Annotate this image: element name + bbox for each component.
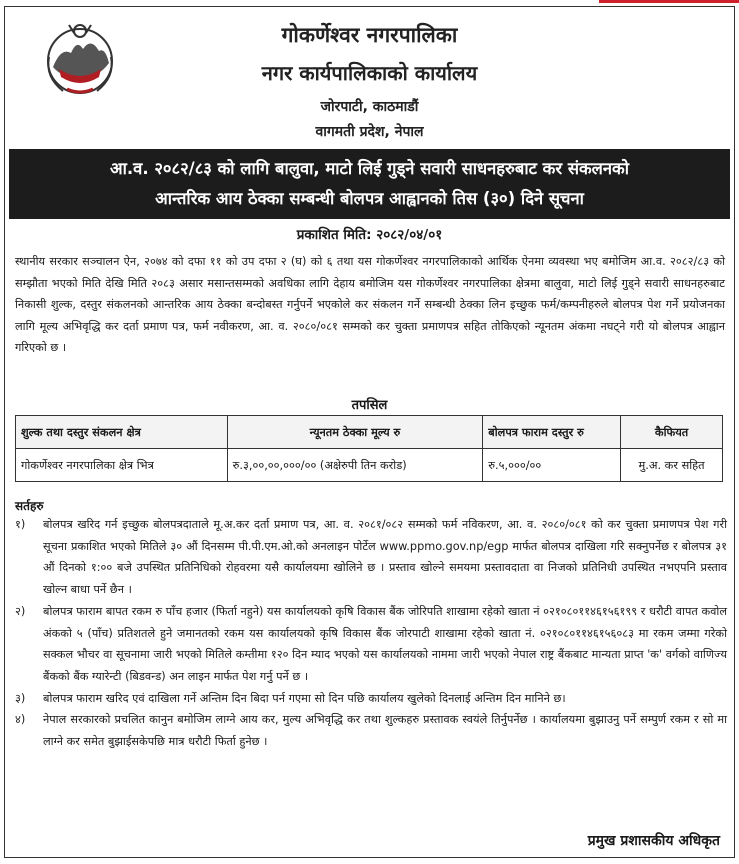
- column-header-form-fee: बोलपत्र फाराम दस्तुर रु: [483, 416, 621, 449]
- cell-collection-area: गोकर्णेश्वर नगरपालिका क्षेत्र भित्र: [16, 449, 228, 482]
- details-heading: तपसिल: [351, 398, 388, 413]
- cell-minimum-contract-value: रु.३,००,००,०००/०० (अक्षेरुपी तिन करोड): [227, 449, 483, 482]
- notice-title-line-2: आन्तरिक आय ठेक्का सम्बन्धी बोलपत्र आह्वानको तिस (३०) दिने सूचना: [155, 189, 584, 208]
- office-name: नगर कार्यपालिकाको कार्यालय: [261, 61, 478, 85]
- cell-remarks: मु.अ. कर सहित: [621, 449, 723, 482]
- office-province: वागमती प्रदेश, नेपाल: [315, 124, 424, 140]
- condition-number: २): [15, 604, 26, 618]
- intro-paragraph: स्थानीय सरकार सञ्चालन ऐन, २०७४ को दफा ११ को उप दफा २ (घ) को ६ तथा यस गोकर्णेश्वर नगरपालिकाको आर्थिक ऐनमा व्यवस्था भए बमोजिम आ.व. २०८२/८३ को सम्झौता भएको मिति देखि मिति २०८३ असार मसान्तसम्मको अवधिका लागि देहाय बमोजिम यस गोकर्णेश्वर नगरपालिका क्षेत्रमा बालुवा, माटो लिई गुड्ने सवारी साधनहरुबाट निकासी शुल्क, दस्तुर संकलनको आन्तरिक आय ठेक्का बन्दोबस्त गर्नुपर्ने भएकोले कर संकलन गर्ने सम्बन्धी ठेक्का लिन इच्छुक फर्म/कम्पनीहरुले बोलपत्र पेश गर्ने प्रयोजनका लागि मूल्य अभिवृद्धि कर दर्ता प्रमाण पत्र, फर्म नवीकरण, आ. व. २०८०/०८१ सम्मको कर चुक्ता प्रमाणपत्र सहित तोकिएको न्यूनतम अंकमा नघट्ने गरी यो बोलपत्र आह्वान गरिएको छ ।: [15, 255, 725, 354]
- notice-title-banner: [9, 149, 730, 219]
- condition-number: १): [15, 518, 26, 531]
- condition-item: [15, 688, 727, 710]
- municipality-name: गोकर्णेश्वर नगरपालिका: [281, 23, 458, 47]
- top-accent-line: [599, 0, 739, 3]
- condition-item: [15, 514, 727, 601]
- published-date: प्रकाशित मिति: २०८२/०४/०१: [296, 227, 443, 243]
- table-header-row: [16, 416, 723, 449]
- notice-page: [4, 6, 735, 858]
- condition-item: [15, 709, 727, 752]
- condition-number: ४): [15, 713, 26, 727]
- conditions-list: [15, 514, 727, 753]
- condition-text: बोलपत्र खरिद गर्न इच्छुक बोलपत्रदाताले मू.अ.कर दर्ता प्रमाण पत्र, आ. व. २०८१/०८२ सम्मको फर्म नविकरण, आ. व. २०८०/०८१ को कर चुक्ता प्रमाणपत्र पेश गरी सूचना प्रकाशित भएको मितिले ३० औं दिनसम्म पी.पी.एम.ओ.को अनलाइन पोर्टेल www.ppmo.gov.np/egp मार्फत बोलपत्र दाखिला गरि सक्नुपर्नेछ र बोलपत्र ३१ औं दिनको १:०० बजे उपस्थित प्रतिनिधिको रोहवरमा यसै कार्यालयमा खोलिने छ । प्रस्ताव खोल्ने समयमा प्रस्तावदाता वा निजको प्रतिनिधी उपस्थित नभएपनि प्रस्ताव खोल्न बाधा पर्ने छैन ।: [43, 518, 727, 597]
- tender-details-table: [15, 415, 723, 482]
- column-header-collection-area: शुल्क तथा दस्तुर संकलन क्षेत्र: [16, 416, 228, 449]
- table-row: [16, 449, 723, 482]
- column-header-remarks: कैफियत: [621, 416, 723, 449]
- condition-text: नेपाल सरकारको प्रचलित कानुन बमोजिम लाग्ने आय कर, मुल्य अभिवृद्धि कर तथा शुल्कहरु प्रस्तावक स्वयंले तिर्नुपर्नेछ । कार्यालयमा बुझाउनु पर्ने सम्पुर्ण रकम र सो मा लाग्ने कर समेत बुझाईसकेपछि मात्र धरौटी फिर्ता हुनेछ ।: [43, 713, 727, 749]
- letterhead: [5, 7, 734, 149]
- conditions-title: सर्तहरु: [15, 499, 44, 513]
- condition-text: बोलपत्र फाराम खरिद एवं दाखिला गर्ने अन्तिम दिन बिदा पर्न गएमा सो दिन पछि कार्यालय खुलेको दिनलाई अन्तिम दिन मानिने छ।: [43, 691, 566, 705]
- notice-title-line-1: आ.व. २०८२/८३ को लागि बालुवा, माटो लिई गुड्ने सवारी साधनहरुबाट कर संकलनको: [110, 159, 629, 178]
- condition-number: ३): [15, 691, 26, 705]
- cell-form-fee: रु.५,०००/००: [483, 449, 621, 482]
- office-location: जोरपाटी, काठमाडौं: [320, 99, 419, 115]
- condition-item: [15, 601, 727, 688]
- signatory-title: प्रमुख प्रशासकीय अधिकृत: [587, 833, 720, 849]
- condition-text: बोलपत्र फाराम बापत रकम रु पाँच हजार (फिर्ता नहुने) यस कार्यालयको कृषि विकास बैंक जोरिपति शाखामा रहेको खाता नं ०२१०८०११४६१५६१९९ र धरौटी वापत कवोल अंकको ५ (पाँच) प्रतिशतले हुने जमानतको रकम यस कार्यालयको कृषि विकास बैंक जोरपाटी शाखामा रहेको खाता नं. ०२१०८०११४६१५६०८३ मा रकम जम्मा गरेको सक्कल भौचर वा सूचनामा जारी भएको मितिले कम्तीमा १२० दिन म्याद भएको यस कार्यालयको नाममा जारी भएको नेपाल राष्ट्र बैंकबाट मान्यता प्राप्त 'क' वर्गको वाणिज्य बैंकको बैंक ग्यारेन्टी (बिडवन्ड) अन लाइन मार्फत पेश गर्नु पर्ने छ ।: [43, 604, 727, 683]
- column-header-minimum-contract-value: न्यूनतम ठेक्का मूल्य रु: [227, 416, 483, 449]
